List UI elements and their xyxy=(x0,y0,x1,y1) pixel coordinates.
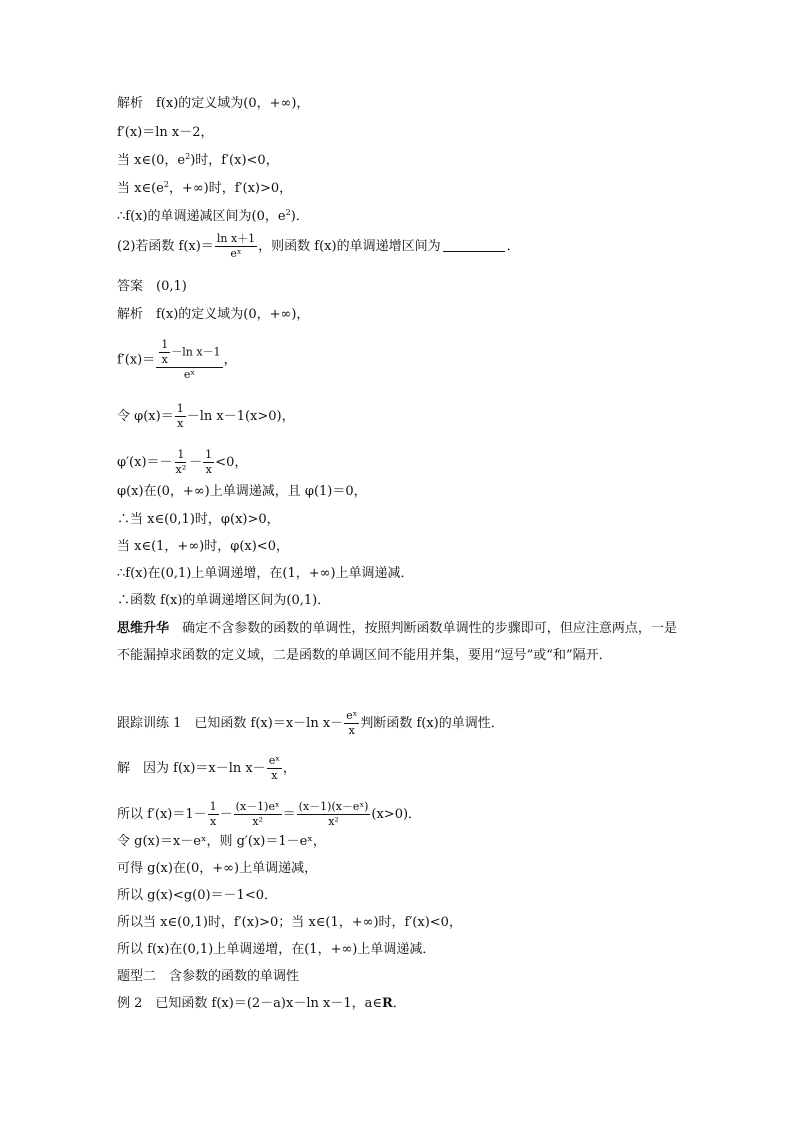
example-2-line: 例 2 已知函数 f(x)＝(2－a)x－ln x－1，a∈R． xyxy=(117,996,406,1011)
phi-negative-line: 当 x∈(1，+∞)时，φ(x)<0， xyxy=(117,539,289,554)
solution-derivative-line: 所以 f′(x)＝1－ $\frac{1}{x}$ － $\frac{\text{(x－1)eˣ}}{\text{x²}}$ ＝ $\frac{\text{(x－1)(x－eˣ)}}{\text{x²}}$ (x>0)． xyxy=(117,800,422,828)
training-fraction: $\frac{\text{eˣ}}{x}$ xyxy=(346,709,358,737)
phi-fraction: $\frac{1}{x}$ xyxy=(176,402,184,430)
derivative-line: f′(x)＝ln x－2， xyxy=(117,125,214,140)
derivative-fraction: $\frac{1}{x}$ －ln x－1 eˣ xyxy=(156,338,222,382)
answer-blank xyxy=(443,239,505,252)
decreasing-interval-line: ∴f(x)的单调递减区间为(0，$e^2$)． xyxy=(117,208,309,224)
phi-derivative-fraction-1: $\frac{1}{\text{x²}}$ xyxy=(175,448,187,476)
training-exercise-line: 跟踪训练 1 已知函数 f(x)＝x－ln x－ $\frac{\text{eˣ}}{x}$ 判断函数 f(x)的单调性． xyxy=(117,709,504,737)
g-bound-line: 所以 g(x)<g(0)＝－1<0． xyxy=(117,888,277,903)
phi-positive-line: ∴当 x∈(0,1)时，φ(x)>0， xyxy=(117,512,280,527)
section-heading: 题型二 含参数的函数的单调性 xyxy=(117,969,300,984)
solution-derivative-fraction-3: $\frac{\text{(x－1)(x－eˣ)}}{\text{x²}}$ xyxy=(298,800,369,828)
solution-domain-line: 解析 f(x)的定义域为(0，+∞)， xyxy=(117,96,310,111)
derivative-sign-line: 所以当 x∈(0,1)时，f′(x)>0；当 x∈(1，+∞)时，f′(x)<0， xyxy=(117,915,462,930)
derivative-fraction-line: f′(x)＝ $\frac{1}{x}$ －ln x－1 eˣ ， xyxy=(117,338,237,381)
answer-line: 答案 (0,1) xyxy=(117,279,187,294)
solution-derivative-fraction-2: $\frac{\text{(x－1)eˣ}}{\text{x²}}$ xyxy=(235,800,280,828)
increasing-condition-line: 当 $x\in(e^2$，+∞)时，f′(x)>0， xyxy=(117,180,293,196)
phi-monotonic-line: φ(x)在(0，+∞)上单调递减，且 φ(1)＝0， xyxy=(117,484,367,499)
phi-derivative-fraction-2: $\frac{1}{x}$ xyxy=(205,448,213,476)
final-monotonic-line: 所以 f(x)在(0,1)上单调递增，在(1，+∞)上单调递减． xyxy=(117,942,436,957)
question-2-line: (2)若函数 f(x)＝ $\frac{\text{ln x＋1}}{\text{eˣ}}$ ，则函数 f(x)的单调递增区间为 ． xyxy=(117,232,520,260)
decreasing-condition-line: 当 x∈(0，$e^2$)时，f′(x)<0， xyxy=(117,152,279,168)
g-monotonic-line: 可得 g(x)在(0，+∞)上单调递减， xyxy=(117,861,318,876)
thinking-label: 思维升华 xyxy=(117,621,170,636)
solution-domain-line-2: 解析 f(x)的定义域为(0，+∞)， xyxy=(117,307,310,322)
increasing-interval-line: ∴函数 f(x)的单调递增区间为(0,1)． xyxy=(117,593,331,608)
g-definition-line: 令 g(x)＝x－eˣ，则 g′(x)＝1－eˣ， xyxy=(117,834,326,849)
solution-function-line: 解 因为 f(x)＝x－ln x－ $\frac{\text{eˣ}}{x}$ ， xyxy=(117,754,296,782)
question-2-fraction: $\frac{\text{ln x＋1}}{\text{eˣ}}$ xyxy=(216,232,256,260)
thinking-paragraph: 思维升华 确定不含参数的函数的单调性，按照判断函数单调性的步骤即可，但应注意两点，一是不能漏掉求函数的定义域，二是函数的单调区间不能用并集，要用“逗号”或“和”隔开． xyxy=(117,621,677,663)
monotonic-conclusion-line: ∴f(x)在(0,1)上单调递增，在(1，+∞)上单调递减． xyxy=(117,566,414,581)
solution-derivative-fraction-1: $\frac{1}{x}$ xyxy=(209,800,217,828)
phi-derivative-line: φ′(x)＝－ $\frac{1}{\text{x²}}$ － $\frac{1}{x}$ <0， xyxy=(117,448,248,476)
solution-fraction: $\frac{\text{eˣ}}{x}$ xyxy=(268,754,280,782)
phi-definition-line: 令 φ(x)＝ $\frac{1}{x}$ －ln x－1(x>0)， xyxy=(117,402,295,430)
